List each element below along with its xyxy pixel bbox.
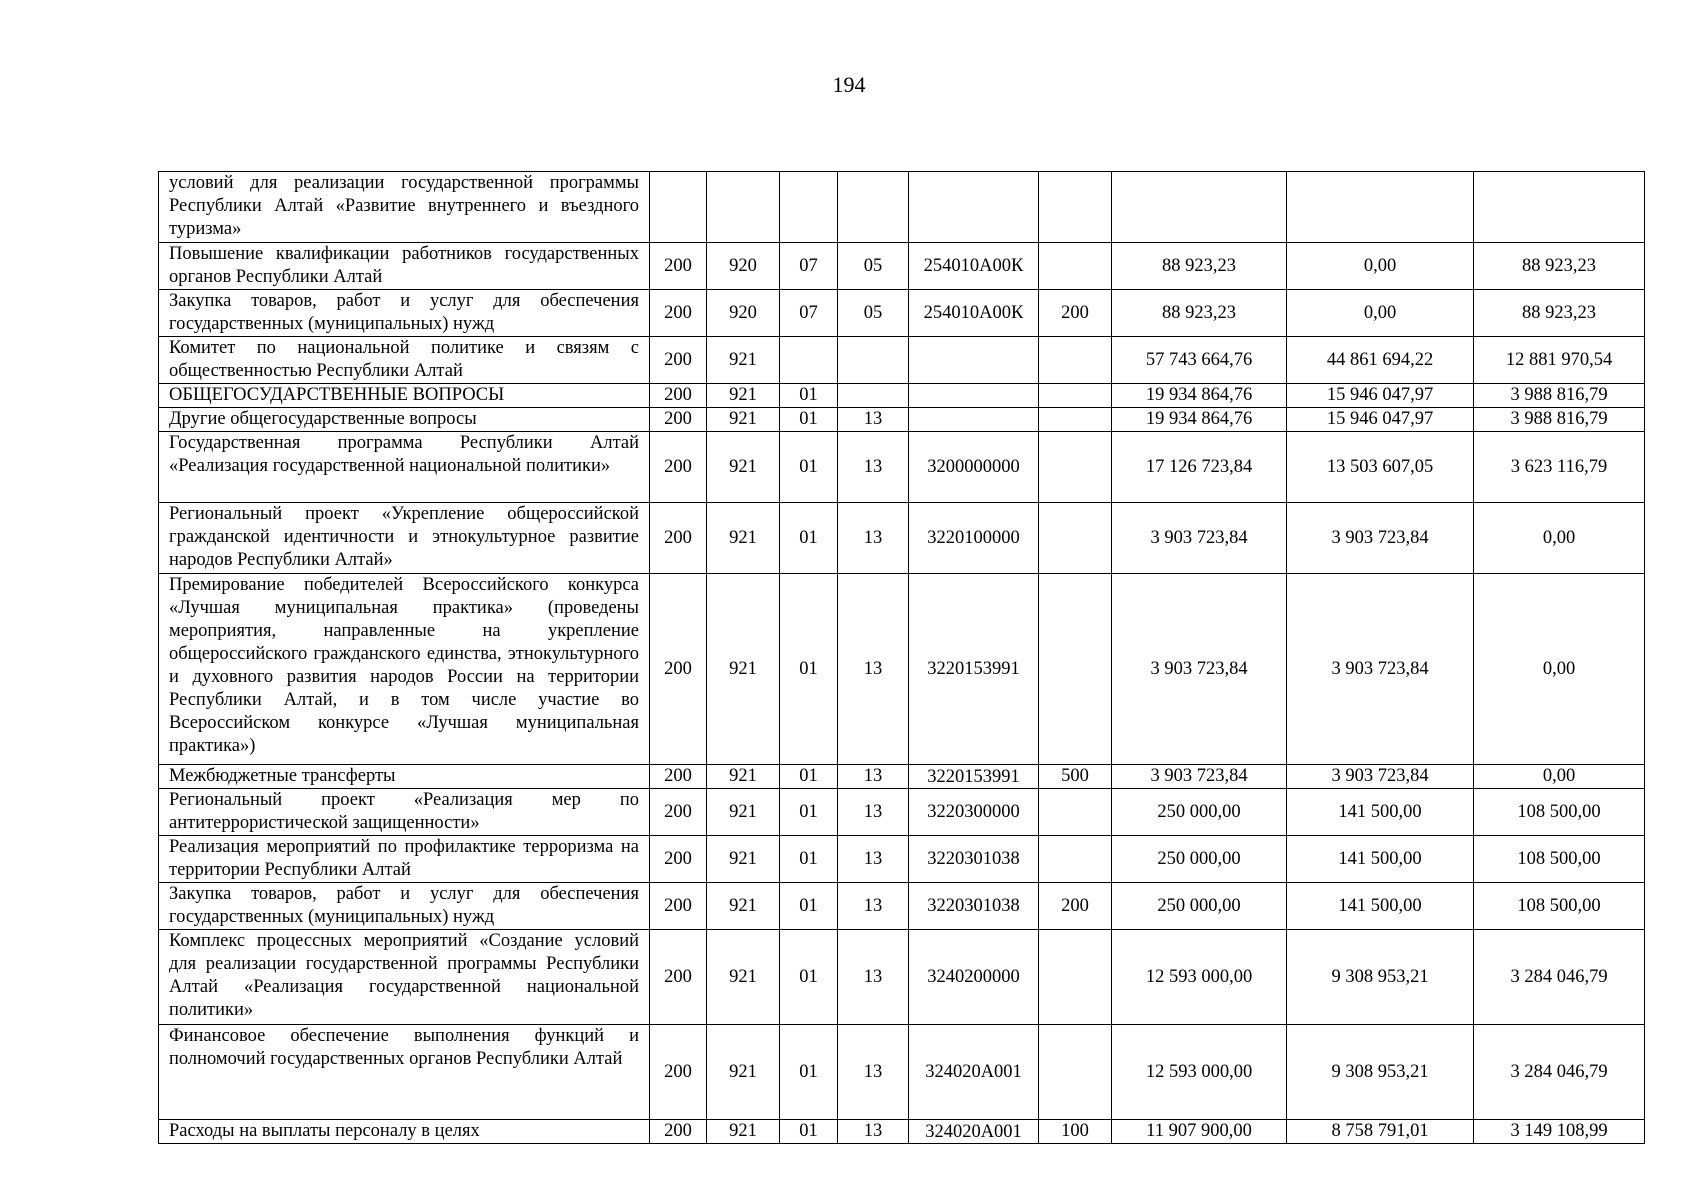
cell-v1: 88 923,23 <box>1112 290 1287 337</box>
table-row <box>159 290 1645 337</box>
cell-v3: 0,00 <box>1474 765 1645 789</box>
cell-c2: 921 <box>707 503 780 574</box>
cell-v1: 19 934 864,76 <box>1112 408 1287 432</box>
cell-v2: 44 861 694,22 <box>1287 337 1474 384</box>
cell-c6: 200 <box>1039 290 1112 337</box>
cell-c1: 200 <box>650 337 707 384</box>
table-row <box>159 765 1645 789</box>
cell-c6 <box>1039 243 1112 290</box>
cell-v1: 88 923,23 <box>1112 243 1287 290</box>
cell-c3: 01 <box>780 503 838 574</box>
cell-v3: 3 284 046,79 <box>1474 1025 1645 1120</box>
cell-v2: 9 308 953,21 <box>1287 930 1474 1025</box>
cell-v3: 3 988 816,79 <box>1474 384 1645 408</box>
cell-c3: 07 <box>780 243 838 290</box>
cell-c6 <box>1039 384 1112 408</box>
cell-c6 <box>1039 432 1112 503</box>
cell-c3: 01 <box>780 883 838 930</box>
cell-v3: 108 500,00 <box>1474 836 1645 883</box>
cell-v3 <box>1474 172 1645 243</box>
cell-c4 <box>838 172 909 243</box>
cell-c3: 01 <box>780 1120 838 1144</box>
cell-c6 <box>1039 1025 1112 1120</box>
table-row <box>159 408 1645 432</box>
cell-v1: 57 743 664,76 <box>1112 337 1287 384</box>
cell-v1: 3 903 723,84 <box>1112 765 1287 789</box>
cell-c2: 921 <box>707 1025 780 1120</box>
table-row <box>159 172 1645 243</box>
row-name: ОБЩЕГОСУДАРСТВЕННЫЕ ВОПРОСЫ <box>159 384 650 408</box>
row-name: Закупка товаров, работ и услуг для обеспечения государственных (муниципальных) нужд <box>159 883 650 930</box>
cell-v1 <box>1112 172 1287 243</box>
table-row <box>159 384 1645 408</box>
cell-v3: 0,00 <box>1474 574 1645 765</box>
cell-c4: 13 <box>838 789 909 836</box>
row-name: Региональный проект «Укрепление общероссийской гражданской идентичности и этнокультурное развитие народов Республики Алтай» <box>159 503 650 574</box>
cell-v3: 108 500,00 <box>1474 789 1645 836</box>
cell-c1: 200 <box>650 503 707 574</box>
row-name: Государственная программа Республики Алтай «Реализация государственной национальной политики» <box>159 432 650 503</box>
table-row <box>159 836 1645 883</box>
cell-c1: 200 <box>650 789 707 836</box>
cell-c5: 3220153991 <box>909 574 1039 765</box>
page-number: 194 <box>832 72 866 97</box>
cell-v3: 3 149 108,99 <box>1474 1120 1645 1144</box>
cell-c4: 13 <box>838 408 909 432</box>
cell-c2: 921 <box>707 765 780 789</box>
cell-v1: 3 903 723,84 <box>1112 503 1287 574</box>
row-name: Комплекс процессных мероприятий «Создание условий для реализации государственной программы Республики Алтай «Реализация государственной национальной политики» <box>159 930 650 1025</box>
cell-c4: 13 <box>838 836 909 883</box>
cell-c3: 07 <box>780 290 838 337</box>
cell-v1: 11 907 900,00 <box>1112 1120 1287 1144</box>
table-row <box>159 337 1645 384</box>
cell-c3: 01 <box>780 765 838 789</box>
table-row <box>159 432 1645 503</box>
cell-v2: 13 503 607,05 <box>1287 432 1474 503</box>
cell-c1: 200 <box>650 930 707 1025</box>
cell-v2: 3 903 723,84 <box>1287 765 1474 789</box>
row-name: Расходы на выплаты персоналу в целях <box>159 1120 650 1144</box>
table-row <box>159 574 1645 765</box>
row-name: Реализация мероприятий по профилактике терроризма на территории Республики Алтай <box>159 836 650 883</box>
cell-c1: 200 <box>650 1120 707 1144</box>
cell-c6 <box>1039 408 1112 432</box>
cell-c6: 500 <box>1039 765 1112 789</box>
cell-c1: 200 <box>650 432 707 503</box>
table-row <box>159 789 1645 836</box>
cell-c2: 921 <box>707 384 780 408</box>
row-name: Закупка товаров, работ и услуг для обеспечения государственных (муниципальных) нужд <box>159 290 650 337</box>
cell-v2: 0,00 <box>1287 290 1474 337</box>
cell-v1: 19 934 864,76 <box>1112 384 1287 408</box>
cell-c2: 921 <box>707 432 780 503</box>
cell-c2: 921 <box>707 1120 780 1144</box>
cell-c1: 200 <box>650 765 707 789</box>
cell-v3: 0,00 <box>1474 503 1645 574</box>
cell-c6 <box>1039 503 1112 574</box>
cell-c4: 13 <box>838 503 909 574</box>
cell-c5: 3220100000 <box>909 503 1039 574</box>
cell-c4: 05 <box>838 243 909 290</box>
cell-c4: 13 <box>838 1025 909 1120</box>
cell-v1: 12 593 000,00 <box>1112 1025 1287 1120</box>
cell-c2: 921 <box>707 574 780 765</box>
cell-v2: 8 758 791,01 <box>1287 1120 1474 1144</box>
cell-c2: 920 <box>707 243 780 290</box>
row-name: Финансовое обеспечение выполнения функций и полномочий государственных органов Республики Алтай <box>159 1025 650 1120</box>
cell-v2: 9 308 953,21 <box>1287 1025 1474 1120</box>
cell-v3: 3 284 046,79 <box>1474 930 1645 1025</box>
cell-c4: 05 <box>838 290 909 337</box>
table-row <box>159 1120 1645 1144</box>
cell-c2: 921 <box>707 930 780 1025</box>
cell-c3: 01 <box>780 408 838 432</box>
cell-v3: 108 500,00 <box>1474 883 1645 930</box>
cell-v2: 15 946 047,97 <box>1287 384 1474 408</box>
row-name: Повышение квалификации работников государственных органов Республики Алтай <box>159 243 650 290</box>
cell-c6: 200 <box>1039 883 1112 930</box>
cell-c5 <box>909 408 1039 432</box>
cell-c5: 3220301038 <box>909 836 1039 883</box>
cell-c3: 01 <box>780 789 838 836</box>
budget-table <box>158 171 1645 1144</box>
cell-c3: 01 <box>780 574 838 765</box>
row-name: Комитет по национальной политике и связям с общественностью Республики Алтай <box>159 337 650 384</box>
row-name: Межбюджетные трансферты <box>159 765 650 789</box>
cell-c2: 921 <box>707 883 780 930</box>
table-row <box>159 930 1645 1025</box>
cell-c4 <box>838 384 909 408</box>
cell-c3: 01 <box>780 384 838 408</box>
cell-v2: 3 903 723,84 <box>1287 503 1474 574</box>
cell-c5 <box>909 172 1039 243</box>
cell-c2: 920 <box>707 290 780 337</box>
cell-c1: 200 <box>650 243 707 290</box>
cell-c5: 254010А00К <box>909 243 1039 290</box>
cell-c1: 200 <box>650 384 707 408</box>
cell-c4: 13 <box>838 574 909 765</box>
cell-v1: 250 000,00 <box>1112 883 1287 930</box>
cell-c4: 13 <box>838 1120 909 1144</box>
cell-v3: 88 923,23 <box>1474 243 1645 290</box>
cell-c6 <box>1039 836 1112 883</box>
cell-c5: 3200000000 <box>909 432 1039 503</box>
cell-c6 <box>1039 930 1112 1025</box>
table-row <box>159 883 1645 930</box>
cell-c6 <box>1039 789 1112 836</box>
cell-c4: 13 <box>838 930 909 1025</box>
cell-c5: 324020А001 <box>909 1120 1039 1144</box>
cell-c3 <box>780 337 838 384</box>
cell-c5: 3240200000 <box>909 930 1039 1025</box>
cell-c1: 200 <box>650 408 707 432</box>
cell-c3: 01 <box>780 930 838 1025</box>
cell-c4: 13 <box>838 883 909 930</box>
cell-c2: 921 <box>707 836 780 883</box>
cell-c4: 13 <box>838 432 909 503</box>
cell-c5: 324020А001 <box>909 1025 1039 1120</box>
cell-c5 <box>909 337 1039 384</box>
cell-c2 <box>707 172 780 243</box>
cell-v1: 17 126 723,84 <box>1112 432 1287 503</box>
cell-c5 <box>909 384 1039 408</box>
cell-c1: 200 <box>650 290 707 337</box>
row-name: Премирование победителей Всероссийского конкурса «Лучшая муниципальная практика» (проведены мероприятия, направленные на укрепление общероссийского гражданского единства, этнокультурного и духовного развития народов России на территории Республики Алтай, и в том числе участие во Всероссийском конкурсе «Лучшая муниципальная практика») <box>159 574 650 765</box>
cell-v3: 88 923,23 <box>1474 290 1645 337</box>
cell-c5: 254010А00К <box>909 290 1039 337</box>
cell-v1: 250 000,00 <box>1112 789 1287 836</box>
cell-c5: 3220153991 <box>909 765 1039 789</box>
table-body <box>159 172 1645 1144</box>
cell-v3: 3 988 816,79 <box>1474 408 1645 432</box>
cell-c1: 200 <box>650 1025 707 1120</box>
cell-c3: 01 <box>780 1025 838 1120</box>
cell-c1: 200 <box>650 883 707 930</box>
cell-c2: 921 <box>707 789 780 836</box>
cell-v2 <box>1287 172 1474 243</box>
cell-c5: 3220301038 <box>909 883 1039 930</box>
cell-v2: 0,00 <box>1287 243 1474 290</box>
table-row <box>159 503 1645 574</box>
cell-c6 <box>1039 337 1112 384</box>
row-name: Другие общегосударственные вопросы <box>159 408 650 432</box>
cell-c1: 200 <box>650 836 707 883</box>
cell-c6: 100 <box>1039 1120 1112 1144</box>
cell-c4 <box>838 337 909 384</box>
cell-c6 <box>1039 574 1112 765</box>
cell-v2: 141 500,00 <box>1287 836 1474 883</box>
table-row <box>159 243 1645 290</box>
cell-c1: 200 <box>650 574 707 765</box>
cell-v2: 15 946 047,97 <box>1287 408 1474 432</box>
cell-v2: 141 500,00 <box>1287 883 1474 930</box>
cell-c1 <box>650 172 707 243</box>
cell-c2: 921 <box>707 337 780 384</box>
cell-c6 <box>1039 172 1112 243</box>
cell-c3 <box>780 172 838 243</box>
cell-v2: 3 903 723,84 <box>1287 574 1474 765</box>
cell-c4: 13 <box>838 765 909 789</box>
row-name: Региональный проект «Реализация мер по антитеррористической защищенности» <box>159 789 650 836</box>
cell-c3: 01 <box>780 836 838 883</box>
cell-v3: 12 881 970,54 <box>1474 337 1645 384</box>
cell-v1: 250 000,00 <box>1112 836 1287 883</box>
cell-c2: 921 <box>707 408 780 432</box>
cell-v3: 3 623 116,79 <box>1474 432 1645 503</box>
table-row <box>159 1025 1645 1120</box>
cell-v2: 141 500,00 <box>1287 789 1474 836</box>
cell-c5: 3220300000 <box>909 789 1039 836</box>
row-name: условий для реализации государственной программы Республики Алтай «Развитие внутреннего и въездного туризма» <box>159 172 650 243</box>
cell-c3: 01 <box>780 432 838 503</box>
cell-v1: 3 903 723,84 <box>1112 574 1287 765</box>
cell-v1: 12 593 000,00 <box>1112 930 1287 1025</box>
